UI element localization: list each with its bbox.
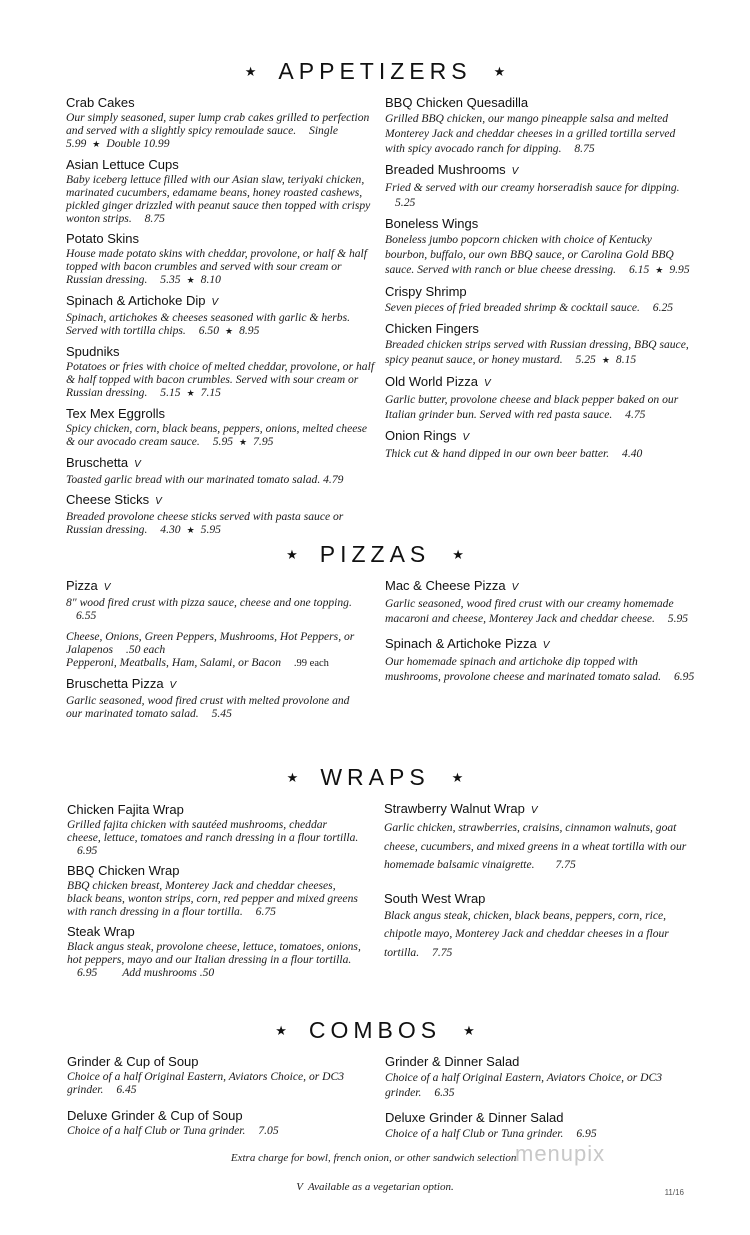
item-name: Spinach & Artichoke Dip V xyxy=(66,293,219,308)
item-name: BBQ Chicken Quesadilla xyxy=(385,95,529,110)
vegetarian-icon: V xyxy=(462,432,470,443)
item-name: Chicken Fajita Wrap xyxy=(67,802,184,817)
vegetarian-icon: V xyxy=(530,805,538,816)
item-name: Chicken Fingers xyxy=(385,321,479,336)
item-description: Choice of a half Original Eastern, Aviators Choice, or DC3 grinder. 6.45 xyxy=(67,1070,345,1096)
menu-item-chicken-fingers xyxy=(385,321,695,368)
star-icon: ★ xyxy=(186,275,195,285)
menu-item-crab-cakes xyxy=(66,95,376,151)
item-description: Garlic butter, provolone cheese and black pepper baked on our Italian grinder bun. Served with red pasta sauce. 4.75 xyxy=(385,393,679,421)
menu-item-south-west-wrap xyxy=(384,891,694,963)
wraps-left-column xyxy=(67,802,362,985)
item-description: Garlic seasoned, wood fired crust with melted provolone and our marinated tomato salad. 5.45 xyxy=(66,694,350,720)
vegetarian-icon: V xyxy=(211,297,219,308)
menu-item-mac-cheese-pizza xyxy=(385,578,695,626)
menu-item-old-world-pizza xyxy=(385,374,695,422)
item-name: Mac & Cheese Pizza V xyxy=(385,578,519,593)
menu-item-breaded-mushrooms xyxy=(385,162,695,210)
star-icon: ★ xyxy=(225,326,234,336)
item-description: Seven pieces of fried breaded shrimp & cocktail sauce. 6.25 xyxy=(385,301,674,314)
menu-item-spinach-artichoke-dip xyxy=(66,293,376,338)
page-code: 11/16 xyxy=(664,1188,684,1197)
appetizers-heading: ★ APPETIZERS ★ xyxy=(244,58,506,84)
menu-item-crispy-shrimp xyxy=(385,284,695,315)
item-description: House made potato skins with cheddar, provolone, or half & half topped with bacon crumbles and served with sour cream or Russian dressing. 5.35 ★ 8.10 xyxy=(66,247,367,286)
item-name: Spinach & Artichoke Pizza V xyxy=(385,636,550,651)
star-icon: ★ xyxy=(239,437,248,447)
item-description: Garlic chicken, strawberries, craisins, cinnamon walnuts, goat cheese, cucumbers, and mixed greens in a wheat tortilla with our homemade balsamic vinaigrette. 7.75 xyxy=(384,821,687,871)
item-name: Tex Mex Eggrolls xyxy=(66,406,165,421)
combos-right-column xyxy=(385,1054,685,1147)
menu-item-potato-skins xyxy=(66,231,376,287)
vegetarian-icon: V xyxy=(155,496,162,507)
item-name: Boneless Wings xyxy=(385,216,479,231)
item-description: Choice of a half Club or Tuna grinder. 6.95 xyxy=(385,1127,597,1140)
item-description: Thick cut & hand dipped in our own beer batter. 4.40 xyxy=(385,447,643,460)
vegetarian-icon: V xyxy=(296,1181,303,1193)
star-icon: ★ xyxy=(275,1023,287,1038)
menu-item-deluxe-grinder-dinner-salad xyxy=(385,1110,685,1141)
menu-item-tex-mex-eggrolls xyxy=(66,406,376,449)
item-name: Cheese Sticks V xyxy=(66,492,162,507)
item-description: Choice of a half Original Eastern, Aviators Choice, or DC3 grinder. 6.35 xyxy=(385,1071,663,1099)
star-icon: ★ xyxy=(186,525,195,535)
star-icon: ★ xyxy=(286,547,298,562)
item-description: Spinach, artichokes & cheeses seasoned with garlic & herbs. Served with tortilla chips. 6.50 ★ 8.95 xyxy=(66,311,351,337)
item-name: Pizza V xyxy=(66,578,111,593)
star-icon: ★ xyxy=(186,388,195,398)
item-description: Breaded chicken strips served with Russian dressing, BBQ sauce, spicy peanut sauce, or honey mustard. 5.25 ★ 8.15 xyxy=(385,338,689,366)
item-name: Spudniks xyxy=(66,344,120,359)
item-description: Breaded provolone cheese sticks served with pasta sauce or Russian dressing. 4.30 ★ 5.95 xyxy=(66,510,344,536)
menu-item-grinder-cup-soup xyxy=(67,1054,357,1096)
item-name: Grinder & Cup of Soup xyxy=(67,1054,199,1069)
item-name: Crab Cakes xyxy=(66,95,135,110)
menu-item-bruschetta-pizza xyxy=(66,676,366,720)
star-icon: ★ xyxy=(451,770,464,785)
item-description: Black angus steak, chicken, black beans, peppers, corn, rice, chipotle mayo, Monterey Jack and cheddar cheeses in a flour tortilla. 7.75 xyxy=(384,908,669,959)
star-icon: ★ xyxy=(655,265,664,275)
menu-item-bruschetta xyxy=(66,455,376,486)
menu-item-deluxe-grinder-cup-soup xyxy=(67,1108,357,1137)
vegetarian-icon: V xyxy=(103,582,111,593)
menu-item-bbq-chicken-wrap xyxy=(67,863,362,918)
item-description: Potatoes or fries with choice of melted cheddar, provolone, or half & half topped with bacon crumbles. Served with sour cream or Russian dressing. 5.15 ★ 7.15 xyxy=(66,360,375,399)
item-name: Grinder & Dinner Salad xyxy=(385,1054,520,1069)
menu-item-chicken-fajita-wrap xyxy=(67,802,362,857)
combos-left-column xyxy=(67,1054,357,1143)
appetizers-left-column xyxy=(66,95,376,543)
star-icon: ★ xyxy=(493,64,506,79)
combos-heading: ★ COMBOS ★ xyxy=(275,1017,475,1043)
pizzas-left-column xyxy=(66,578,366,726)
item-name: Bruschetta Pizza V xyxy=(66,676,177,691)
watermark: menupix xyxy=(515,1141,606,1166)
menu-item-boneless-wings xyxy=(385,216,695,278)
item-description: Toasted garlic bread with our marinated tomato salad. 4.79 xyxy=(66,473,344,486)
item-description: Fried & served with our creamy horseradish sauce for dipping. 5.25 xyxy=(385,181,680,209)
item-name: Potato Skins xyxy=(66,231,139,246)
item-name: Bruschetta V xyxy=(66,455,141,470)
extra-charge-note: Extra charge for bowl, french onion, or other sandwich selection. xyxy=(230,1152,520,1164)
toppings-list: Cheese, Onions, Green Peppers, Mushrooms, Hot Peppers, or Jalapenos .50 each xyxy=(66,630,355,656)
item-description: BBQ chicken breast, Monterey Jack and cheddar cheeses, black beans, wonton strips, corn, red pepper and mixed greens with ranch dressing in a flour tortilla. 6.75 xyxy=(67,879,358,918)
item-name: Old World Pizza V xyxy=(385,374,491,389)
item-description: Grilled fajita chicken with sautéed mushrooms, cheddar cheese, lettuce, tomatoes and ranch dressing in a flour tortilla. 6.95 xyxy=(67,818,359,857)
item-description: Our homemade spinach and artichoke dip topped with mushrooms, provolone cheese and marinated tomato salad. 6.95 xyxy=(385,655,695,683)
vegetarian-icon: V xyxy=(169,680,177,691)
vegetarian-icon: V xyxy=(134,459,141,470)
item-name: Steak Wrap xyxy=(67,924,135,939)
wraps-right-column xyxy=(384,801,694,968)
wraps-heading: ★ WRAPS ★ xyxy=(286,764,464,790)
item-name: Asian Lettuce Cups xyxy=(66,157,179,172)
menu-item-pizza xyxy=(66,578,366,670)
vegetarian-icon: V xyxy=(542,640,550,651)
appetizers-right-column xyxy=(385,95,695,467)
item-description: Black angus steak, provolone cheese, lettuce, tomatoes, onions, hot peppers, mayo and our Italian dressing in a flour tortilla. 6.95 Add mushrooms .50 xyxy=(67,940,361,979)
vegetarian-icon: V xyxy=(511,582,519,593)
menu-item-grinder-dinner-salad xyxy=(385,1054,685,1100)
star-icon: ★ xyxy=(601,355,610,365)
star-icon: ★ xyxy=(286,770,299,785)
pizzas-heading: ★ PIZZAS ★ xyxy=(286,541,464,567)
menu-item-spudniks xyxy=(66,344,376,400)
item-description: Choice of a half Club or Tuna grinder. 7.05 xyxy=(67,1124,279,1137)
item-description: Baby iceberg lettuce filled with our Asian slaw, teriyaki chicken, marinated cucumbers, edamame beans, honey roasted cashews, pickled ginger drizzled with peanut sauce then topped with crispy wonton strips. 8.75 xyxy=(66,173,371,225)
item-name: Strawberry Walnut Wrap V xyxy=(384,801,538,816)
item-name: BBQ Chicken Wrap xyxy=(67,863,180,878)
item-name: South West Wrap xyxy=(384,890,486,906)
item-name: Breaded Mushrooms V xyxy=(385,162,519,177)
menu-item-steak-wrap xyxy=(67,924,362,979)
item-description: Grilled BBQ chicken, our mango pineapple salsa and melted Monterey Jack and cheddar cheeses in a grilled tortilla served with spicy avocado ranch for dipping. 8.75 xyxy=(385,112,676,155)
vegetarian-icon: V xyxy=(511,166,519,177)
item-description: 8" wood fired crust with pizza sauce, cheese and one topping. 6.55 xyxy=(66,596,352,622)
menu-item-bbq-chicken-quesadilla xyxy=(385,95,695,156)
item-description: Our simply seasoned, super lump crab cakes grilled to perfection and served with a slightly spicy remoulade sauce. Single 5.99 ★ Double 10.99 xyxy=(66,111,370,150)
menu-item-onion-rings xyxy=(385,428,695,461)
menu-item-spinach-artichoke-pizza xyxy=(385,636,695,684)
star-icon: ★ xyxy=(452,547,464,562)
toppings-list-premium: Pepperoni, Meatballs, Ham, Salami, or Bacon .99 each xyxy=(66,656,329,669)
menu-item-cheese-sticks xyxy=(66,492,376,537)
menu-item-asian-lettuce-cups xyxy=(66,157,376,225)
item-name: Onion Rings V xyxy=(385,428,470,443)
item-description: Boneless jumbo popcorn chicken with choice of Kentucky bourbon, buffalo, our own BBQ sauce, or Carolina Gold BBQ sauce. Served with ranch or blue cheese dressing. 6.15 ★ 9.95 xyxy=(385,233,690,276)
star-icon: ★ xyxy=(463,1023,475,1038)
vegetarian-icon: V xyxy=(483,378,491,389)
item-name: Deluxe Grinder & Dinner Salad xyxy=(385,1110,564,1125)
vegetarian-note: V Available as a vegetarian option. xyxy=(296,1181,454,1193)
menu-item-strawberry-walnut-wrap xyxy=(384,801,694,875)
item-name: Crispy Shrimp xyxy=(385,284,467,299)
pizzas-right-column xyxy=(385,578,695,690)
star-icon: ★ xyxy=(92,139,101,149)
item-description: Garlic seasoned, wood fired crust with our creamy homemade macaroni and cheese, Monterey Jack and cheddar cheese. 5.95 xyxy=(385,597,689,625)
item-name: Deluxe Grinder & Cup of Soup xyxy=(67,1108,243,1123)
item-description: Spicy chicken, corn, black beans, peppers, onions, melted cheese & our avocado cream sauce. 5.95 ★ 7.95 xyxy=(66,422,368,448)
star-icon: ★ xyxy=(244,64,257,79)
